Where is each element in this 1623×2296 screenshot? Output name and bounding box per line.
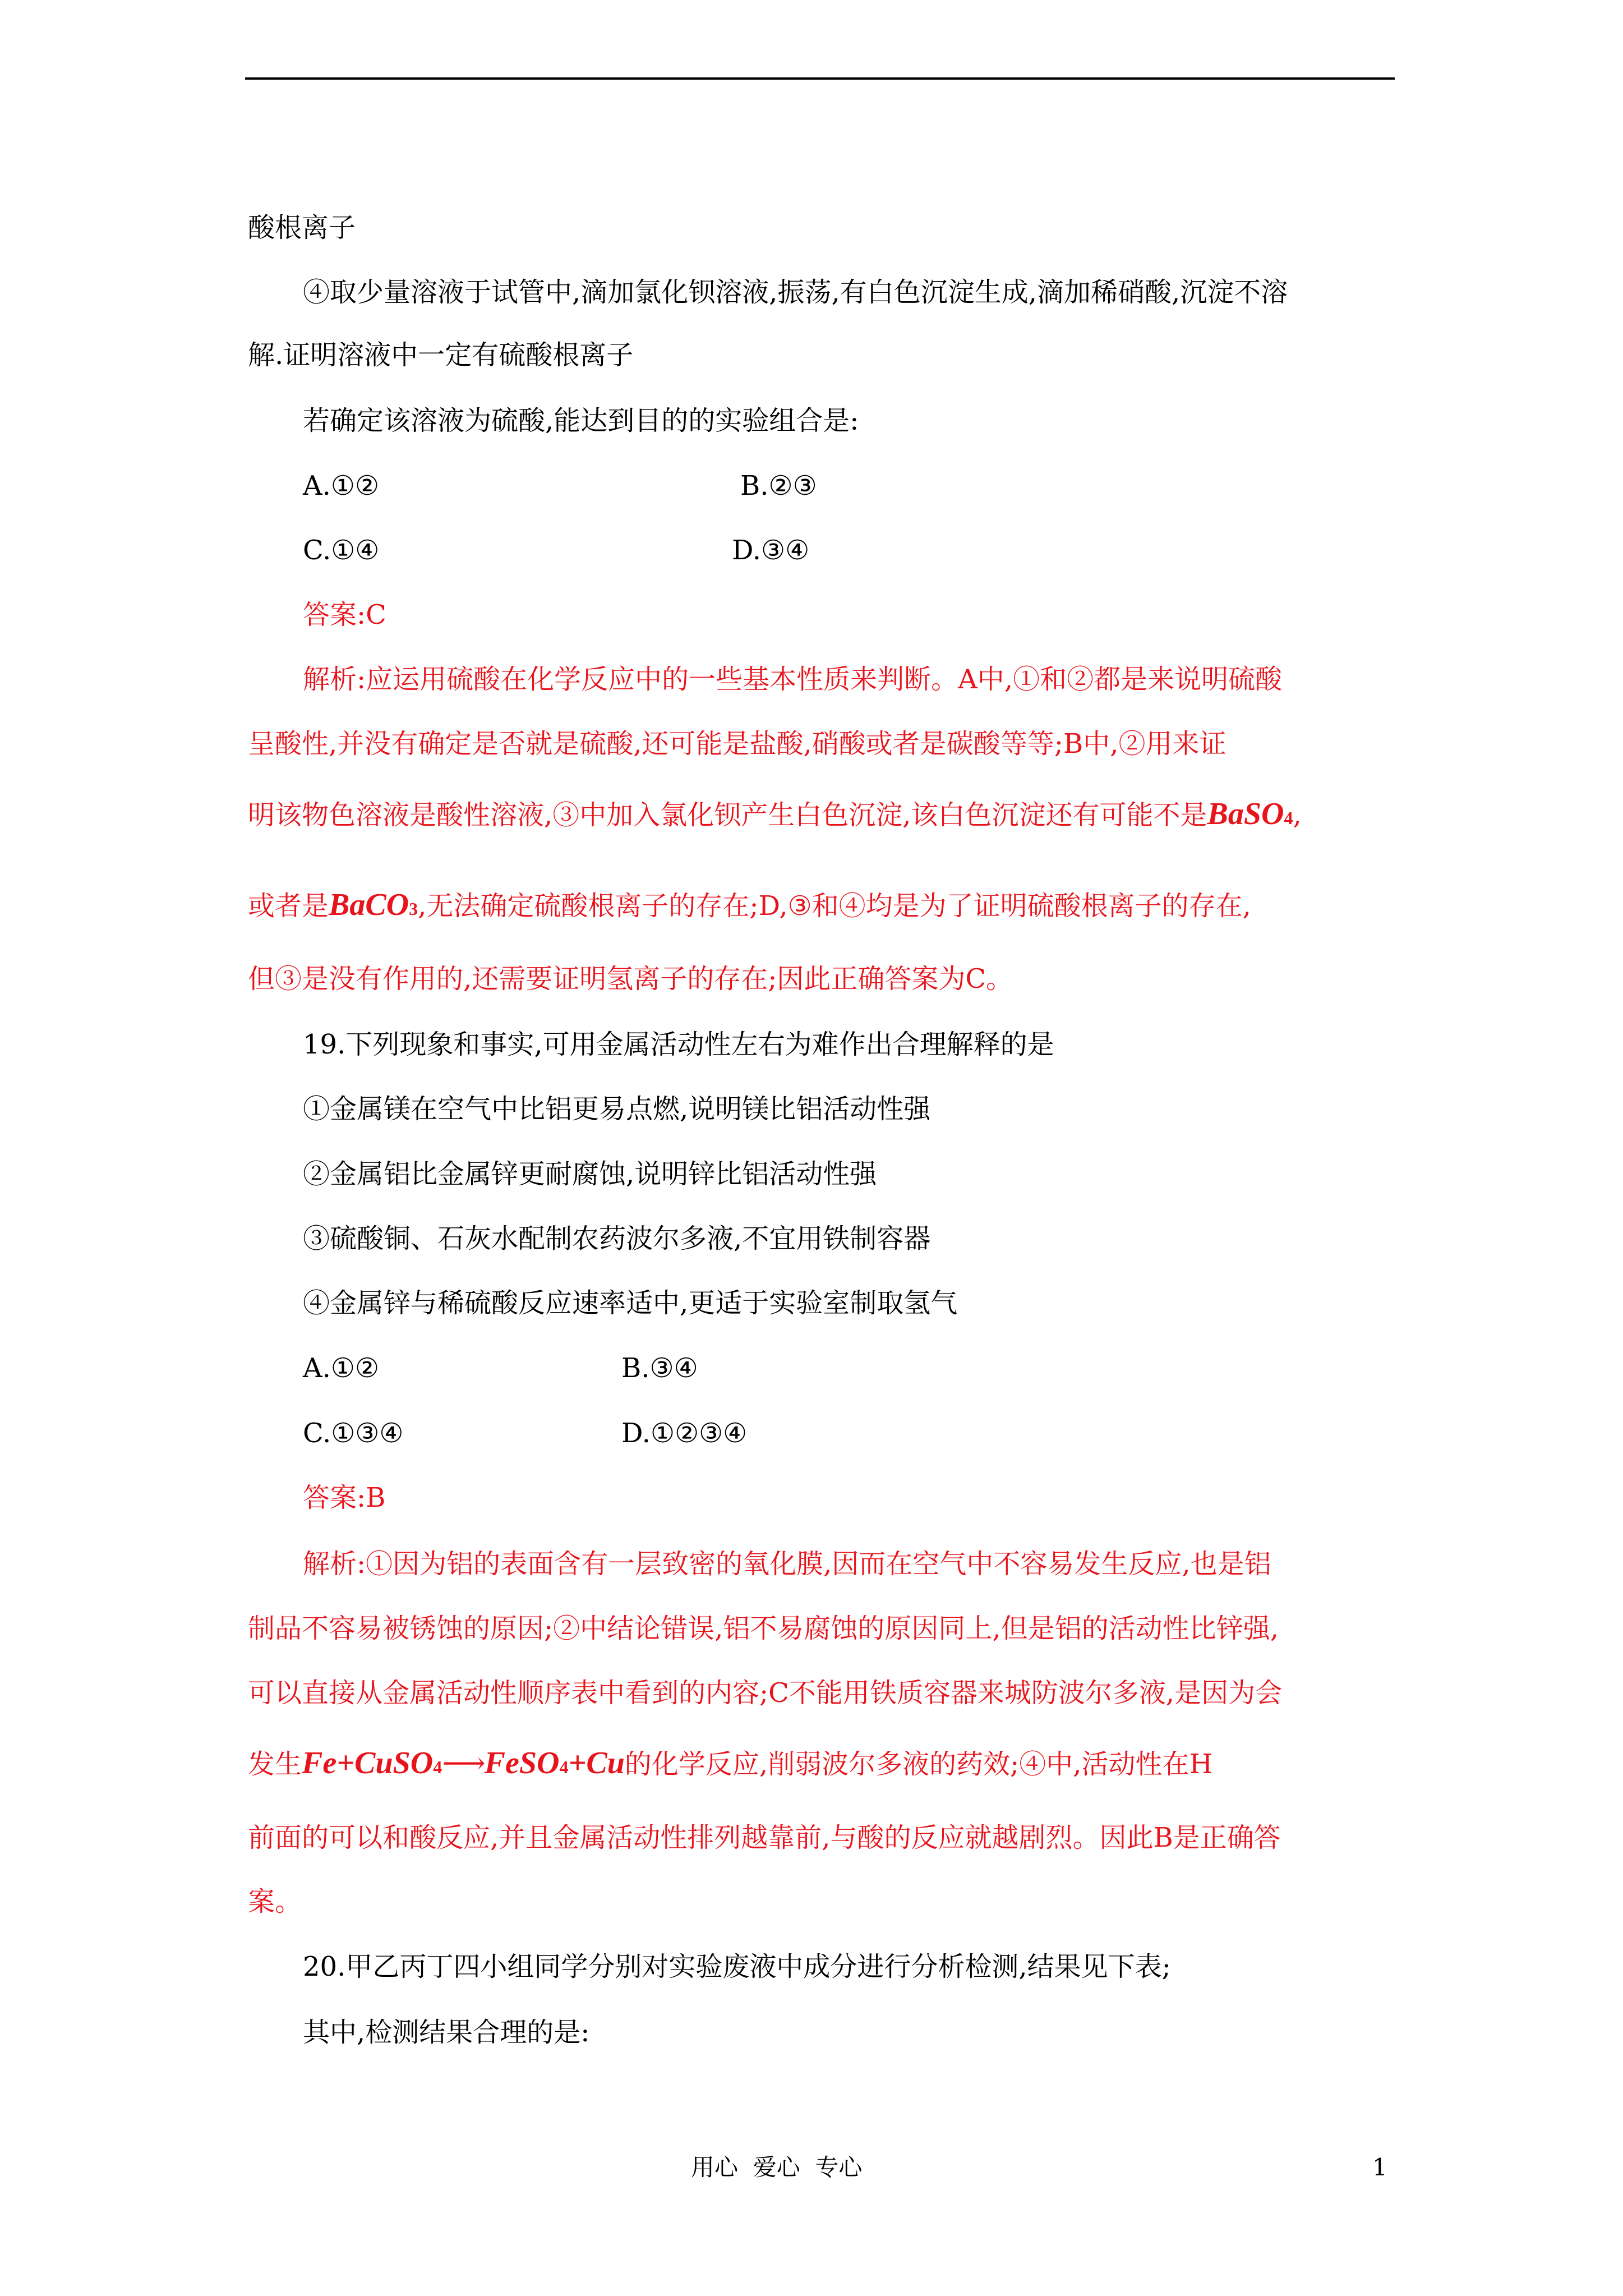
option-c: C.①③④ [303,1418,404,1449]
explanation-line [248,795,1403,832]
explanation-text: 明该物色溶液是酸性溶液,③中加入氯化钡产生白色沉淀,该白色沉淀还有可能不是 [248,799,1207,831]
page-number: 1 [1372,2154,1387,2181]
explanation-text: 发生 [248,1749,302,1780]
answer-line: 答案:C [303,599,386,631]
explanation-text: , [1293,799,1302,831]
option-a: A.①② [303,470,379,501]
option-d: D.③④ [732,535,810,566]
explanation-line [248,1745,1403,1782]
explanation-line: 呈酸性,并没有确定是否就是硫酸,还可能是盐酸,硝酸或者是碳酸等等;B中,②用来证 [248,728,1227,760]
explanation-text: 或者是 [248,890,329,922]
explanation-line: 可以直接从金属活动性顺序表中看到的内容;C不能用铁质容器来城防波尔多液,是因为会 [248,1677,1283,1709]
statement-line: ④金属锌与稀硫酸反应速率适中,更适于实验室制取氢气 [303,1287,958,1319]
option-b: B.③④ [621,1352,698,1384]
option-c: C.①④ [303,535,380,566]
option-b: B.②③ [740,470,817,501]
footer-motto: 用心 爱心 专心 [691,2154,863,2181]
answer-line: 答案:B [303,1482,386,1513]
option-a: A.①② [303,1352,379,1384]
explanation-line: 解析:①因为铝的表面含有一层致密的氧化膜,因而在空气中不容易发生反应,也是铝 [303,1548,1271,1580]
statement-line: ②金属铝比金属锌更耐腐蚀,说明锌比铝活动性强 [303,1158,877,1190]
header-rule [245,77,1395,80]
explanation-text: ,无法确定硫酸根离子的存在;D,③和④均是为了证明硫酸根离子的存在, [418,890,1251,922]
statement-line: ①金属镁在空气中比铝更易点燃,说明镁比铝活动性强 [303,1093,931,1125]
text-line: 酸根离子 [248,212,356,243]
explanation-line: 案。 [248,1886,302,1917]
statement-line: ③硫酸铜、石灰水配制农药波尔多液,不宜用铁制容器 [303,1223,931,1254]
text-line: ④取少量溶液于试管中,滴加氯化钡溶液,振荡,有白色沉淀生成,滴加稀硝酸,沉淀不溶 [303,277,1288,308]
question-stem: 20.甲乙丙丁四小组同学分别对实验废液中成分进行分析检测,结果见下表; [303,1951,1171,1982]
explanation-line: 解析:应运用硫酸在化学反应中的一些基本性质来判断。A中,①和②都是来说明硫酸 [303,664,1283,695]
explanation-text: 的化学反应,削弱波尔多液的药效;④中,活动性在H [624,1749,1213,1780]
explanation-line: 制品不容易被锈蚀的原因;②中结论错误,铝不易腐蚀的原因同上,但是铝的活动性比锌强, [248,1613,1279,1644]
option-d: D.①②③④ [621,1418,748,1449]
text-line: 若确定该溶液为硫酸,能达到目的的实验组合是: [303,405,859,436]
explanation-line [248,886,1403,923]
explanation-line: 前面的可以和酸反应,并且金属活动性排列越靠前,与酸的反应就越剧烈。因此B是正确答 [248,1822,1281,1853]
text-line: 解.证明溶液中一定有硫酸根离子 [248,339,634,371]
chemical-equation: Fe+CuSO4⟶FeSO4+Cu [302,1746,625,1780]
formula-baco3: BaCO3 [329,887,418,922]
formula-baso4: BaSO4 [1207,797,1293,831]
explanation-line: 但③是没有作用的,还需要证明氢离子的存在;因此正确答案为C。 [248,963,1013,995]
statement-line: 其中,检测结果合理的是: [303,2017,590,2048]
question-stem: 19.下列现象和事实,可用金属活动性左右为难作出合理解释的是 [303,1029,1054,1060]
